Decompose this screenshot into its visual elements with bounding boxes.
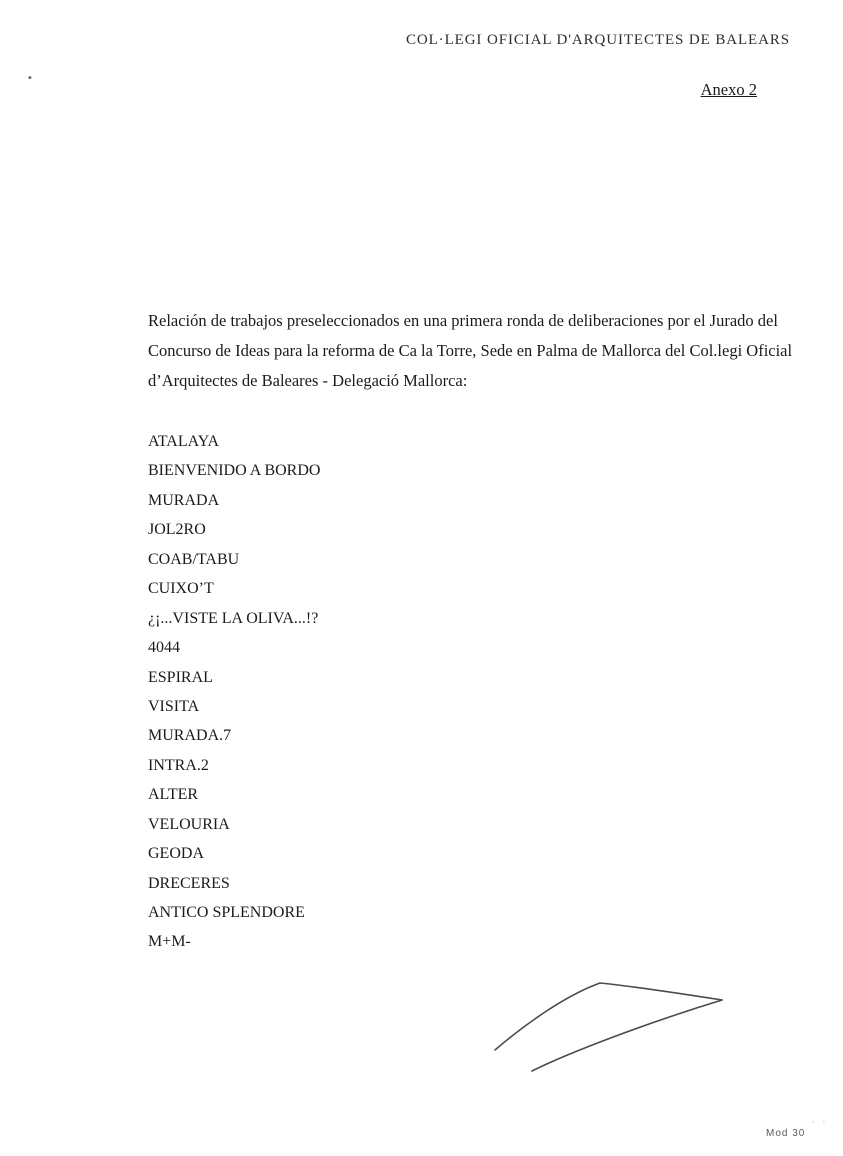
- paragraph-line: d’Arquitectes de Baleares - Delegació Mallorca:: [148, 371, 468, 390]
- list-item: M+M-: [148, 933, 191, 951]
- list-item: INTRA.2: [148, 756, 209, 774]
- list-item: 4044: [148, 639, 180, 657]
- list-item: ALTER: [148, 786, 199, 804]
- intro-paragraph: [148, 306, 794, 396]
- paragraph-line: Concurso de Ideas para la reforma de Ca la Torre, Sede en Palma de Mallorca del Col.legi Oficial: [148, 341, 793, 360]
- footer-form-code: Mod 30: [766, 1128, 806, 1139]
- list-item: COAB/TABU: [148, 550, 240, 568]
- list-item: VELOURIA: [148, 815, 230, 833]
- list-item: MURADA: [148, 491, 220, 509]
- preselected-entries-list: [148, 427, 548, 957]
- paragraph-line: Relación de trabajos preseleccionados en una primera ronda de deliberaciones por el Jurado del: [148, 311, 778, 330]
- letterhead-title: COL·LEGI OFICIAL D'ARQUITECTES DE BALEARS: [405, 32, 790, 48]
- list-item: ESPIRAL: [148, 668, 213, 686]
- scan-artifact-dots: · ·: [812, 1118, 829, 1127]
- list-item: MURADA.7: [148, 727, 232, 745]
- signature-flourish: [478, 968, 758, 1083]
- annex-label: Anexo 2: [700, 80, 757, 99]
- scan-artifact-mark: ▪: [28, 72, 32, 84]
- list-item: ATALAYA: [148, 433, 220, 450]
- list-item: ¿¡...VISTE LA OLIVA...!?: [148, 609, 319, 627]
- list-item: VISITA: [148, 697, 200, 715]
- list-item: DRECERES: [148, 874, 230, 892]
- list-item: JOL2RO: [148, 521, 206, 539]
- list-item: ANTICO SPLENDORE: [148, 904, 305, 921]
- list-item: CUIXO’T: [148, 580, 214, 598]
- list-item: BIENVENIDO A BORDO: [148, 462, 321, 480]
- list-item: GEODA: [148, 845, 204, 863]
